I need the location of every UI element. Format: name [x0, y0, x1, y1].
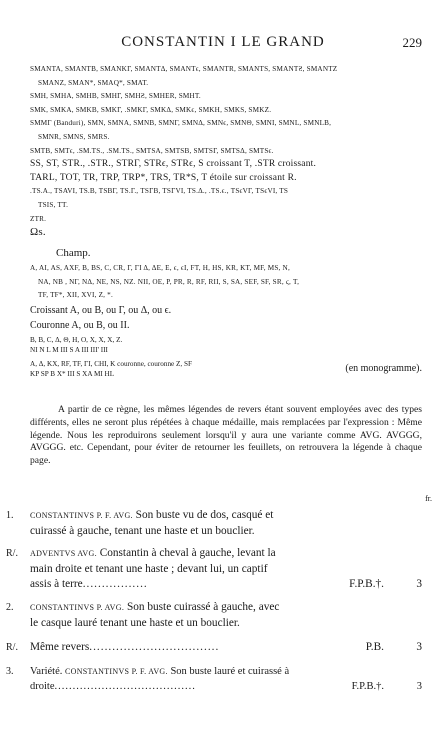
entry-legend: CONSTANTINVS P. F. AVG.	[30, 511, 133, 520]
intro-paragraph	[30, 404, 422, 468]
couronne-line: Couronne A, ou B, ou ΙΙ.	[30, 319, 130, 331]
mint-line: ZTR.	[30, 214, 47, 223]
entry-text: Son buste vu de dos, casqué et	[135, 509, 274, 521]
entry-text: Constantin à cheval à gauche, levant la	[99, 547, 276, 559]
paragraph-text: A partir de ce règne, les mêmes légendes de revers étant souvent employées avec des types différents, elles ne seront plus répétées à chaque médaille, mais remplacées par l'expression : Même légende. Nous les reproduirons seulement lorsqu'il y aura une variante comme AVG. AVGGG, AVGGG. etc. Cependant, pour éviter de retourner les feuillets, on retrouvera la légende à chaque page.	[30, 404, 422, 467]
running-title: CONSTANTIN I LE GRAND	[121, 34, 325, 50]
mint-line: TSIS, TT.	[38, 200, 69, 209]
mint-line: SMANZ, SMAN*, SMAQ*, SMAT.	[38, 78, 149, 87]
entry-text: Même revers	[30, 641, 90, 653]
mint-line: SMK, SMKA, SMKB, SMKΓ, .SMKΓ, SMKΔ, SMKϵ, SMKH, SMKS, SMKZ.	[30, 105, 272, 114]
entry-number: 3.	[6, 666, 14, 677]
monogram-note: (en monogramme).	[345, 362, 422, 374]
croissant-line: Croissant A, ou B, ou Γ, ou Δ, ou ϵ.	[30, 304, 172, 316]
entry-text: le casque lauré tenant une haste et un bouclier.	[30, 616, 240, 629]
mint-marks-list	[30, 63, 422, 240]
mint-line: .TS.A., TSAVI, TS.B, TSBΓ, TS.Γ., TSΓB, TSΓVI, TS.Δ., .TS.ϵ., TSϵVΓ, TSϵVI, TS	[30, 187, 289, 196]
page-number: 229	[402, 35, 422, 50]
entry-3	[6, 664, 422, 694]
entry-2	[6, 600, 422, 631]
leader-dots: .......................................	[54, 681, 196, 692]
entry-size-mark: F.P.B.†.	[349, 578, 384, 590]
stacked-row-bottom: NI N L M III S A III III' III	[30, 345, 108, 354]
entry-price: 3	[416, 681, 422, 692]
entry-size-mark: F.P.B.†.	[351, 681, 384, 692]
mint-line: SMNR, SMNS, SMRS.	[38, 132, 110, 141]
mint-line: SMMΓ (Banduri), SMN, SMNA, SMNB, SMNΓ, SMNΔ, SMNϵ, SMNΘ, SMNΙ, SMNL, SMNLB,	[30, 119, 332, 128]
entry-legend: CONSTANTINVS P. AVG.	[30, 603, 125, 612]
stacked-row-top: B, B, C, Δ, Θ, H, O, X, X, X, Z.	[30, 335, 123, 344]
stacked-row-top: A, Δ, KX, RF, TF, ΓΙ, CHI, K couronne, couronne Z, SF	[30, 359, 193, 368]
stacked-row-bottom: KP SP B X* III S XA MI HL	[30, 369, 115, 378]
entry-text: droite	[30, 681, 55, 692]
champ-list	[30, 262, 422, 303]
mint-line: SMANTA, SMANTB, SMANKΓ, SMANTΔ, SMANTϵ, SMANTR, SMANTS, SMANTƧ, SMANTZ	[30, 65, 338, 73]
entry-price: 3	[416, 641, 422, 653]
entry-text: assis à terre	[30, 578, 83, 590]
reverse-mark: R/.	[6, 642, 18, 653]
fr-label: fr.	[425, 494, 432, 503]
entry-text: cuirassé à gauche, tenant une haste et un bouclier.	[30, 524, 255, 537]
reverse-mark: R/.	[6, 548, 18, 559]
entry-1-reverse	[6, 546, 422, 593]
entry-size-mark: P.B.	[365, 641, 384, 653]
entry-number: 1.	[6, 510, 14, 521]
entry-text: main droite et tenant une haste ; devant lui, un captif	[30, 562, 268, 575]
mint-line: SMH, SMHA, SMHB, SMHΓ, SMHƧ, SMHER, SMHT.	[30, 92, 201, 101]
entry-price: 3	[416, 578, 422, 590]
champ-line: A, AI, AS, AXF, B, BS, C, CR, Γ, ΓΙ Δ, ΔE, E, ϵ, ϵΙ, FT, H, HS, KR, KT, MF, MS, N,	[30, 264, 290, 272]
leader-dots: .................	[82, 578, 148, 590]
entry-legend: CONSTANTINVS P. F. AVG.	[64, 667, 168, 676]
entry-1	[6, 508, 422, 539]
champ-line: NA, NB , NΓ, NΔ, NE, NS, NZ. NΙΙ, OE, P, PR, R, RF, RΙΙ, S, SA, SEF, SF, SR, ϛ, T,	[38, 277, 300, 286]
mint-line: SMTB, SMTϵ, .SM.TS., .SM.TS., SMTSA, SMTSB, SMTSΓ, SMTSΔ, SMTSϵ.	[30, 146, 274, 155]
entry-number: 2.	[6, 602, 14, 613]
stacked-monograms-1	[30, 335, 422, 355]
page-header	[0, 34, 446, 52]
mint-line: Ωs.	[30, 226, 46, 239]
stacked-monograms-2	[30, 359, 422, 379]
mint-line: TARL, TOT, TR, TRP, TRP*, TRS, TR*S, T étoile sur croissant R.	[30, 172, 297, 183]
leader-dots: ..................................	[89, 641, 220, 653]
champ-section	[30, 246, 422, 379]
champ-heading: Champ.	[56, 247, 91, 259]
entry-2-reverse	[6, 640, 422, 656]
entry-legend: ADVENTVS AVG.	[30, 549, 97, 558]
champ-line: TF, TF*, XΙΙ, XVI, Z, *.	[38, 291, 113, 300]
mint-line: SS, ST, STR., .STR., STRΓ, STRϵ, STRϵ, S croissant T, .STR croissant.	[30, 159, 317, 170]
entry-text: Son buste lauré et cuirassé à	[170, 666, 290, 677]
variety-label: Variété.	[30, 666, 63, 677]
entry-text: Son buste cuirassé à gauche, avec	[126, 601, 280, 613]
